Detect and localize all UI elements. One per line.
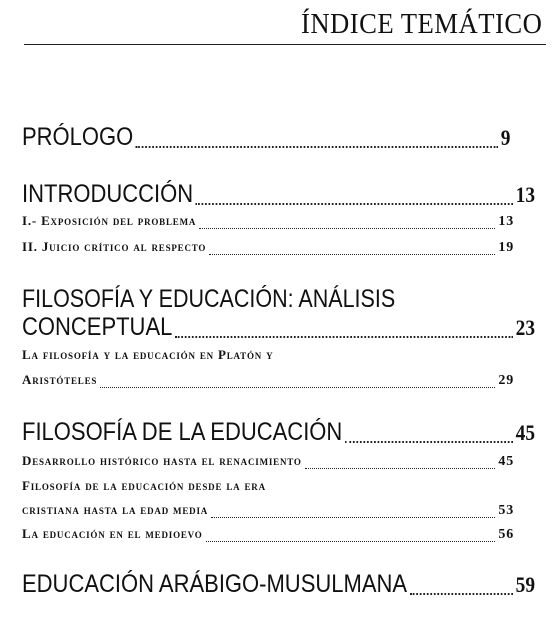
page-title: ÍNDICE TEMÁTICO (300, 8, 542, 40)
toc-entry-label: I.- Exposición del problema (22, 213, 197, 228)
header-rule (24, 44, 546, 45)
dot-leader (196, 188, 513, 205)
dot-leader (209, 246, 495, 255)
toc-page-number: 53 (498, 503, 514, 518)
toc-entry-label: FILOSOFÍA DE LA EDUCACIÓN (22, 418, 343, 446)
toc-page-number: 45 (498, 454, 514, 469)
dot-leader (410, 578, 513, 595)
toc-entry-label: Aristóteles (22, 372, 98, 387)
toc-page-number: 29 (498, 373, 514, 388)
toc-entry-label: CONCEPTUAL (22, 313, 173, 341)
toc-subentry-exposicion[interactable] (22, 213, 514, 230)
dot-leader (345, 426, 513, 443)
dot-leader (136, 131, 498, 148)
toc-subentry-desarrollo[interactable] (22, 453, 514, 470)
toc-entry-label: PRÓLOGO (22, 123, 134, 151)
toc-subentry-era-cristiana[interactable] (22, 502, 514, 519)
toc-entry-label: II. Juicio crítico al respecto (22, 239, 207, 254)
toc-entry-filosofia-educacion-line1[interactable]: FILOSOFÍA Y EDUCACIÓN: ANÁLISIS (22, 285, 396, 313)
dot-leader (100, 379, 495, 388)
toc-page-number: 13 (515, 182, 536, 207)
toc-entry-label: INTRODUCCIÓN (22, 180, 194, 208)
toc-entry-educacion-arabigo[interactable] (22, 570, 535, 599)
toc-entry-filosofia-de-la-educacion[interactable] (22, 418, 535, 447)
toc-subentry-platon-line1[interactable]: La filosofía y la educación en Platón y (22, 347, 274, 362)
toc-subentry-medioevo[interactable] (22, 526, 514, 543)
toc-page-number: 45 (515, 420, 536, 445)
toc-page-number: 59 (515, 572, 536, 597)
toc-entry-label: La educación en el medioevo (22, 526, 203, 541)
toc-entry-introduccion[interactable] (22, 180, 535, 209)
dot-leader (175, 321, 513, 338)
toc-subentry-era-cristiana-line1[interactable]: Filosofía de la educación desde la era (22, 478, 266, 493)
toc-subentry-platon[interactable] (22, 372, 514, 389)
toc-page-number: 9 (500, 125, 511, 150)
toc-page-number: 13 (498, 214, 514, 229)
dot-leader (206, 533, 496, 542)
toc-entry-filosofia-educacion[interactable] (22, 313, 535, 342)
dot-leader (305, 460, 496, 469)
dot-leader (199, 220, 495, 229)
toc-page-number: 23 (515, 315, 536, 340)
toc-entry-label: cristiana hasta la edad media (22, 502, 209, 517)
toc-page-number: 19 (498, 240, 514, 255)
toc-entry-prologo[interactable] (22, 123, 510, 152)
toc-entry-label: Desarrollo histórico hasta el renacimiento (22, 453, 302, 468)
toc-page-number: 56 (498, 527, 514, 542)
toc-subentry-juicio[interactable] (22, 239, 514, 256)
dot-leader (211, 509, 495, 518)
toc-entry-label: EDUCACIÓN ARÁBIGO-MUSULMANA (22, 570, 408, 598)
